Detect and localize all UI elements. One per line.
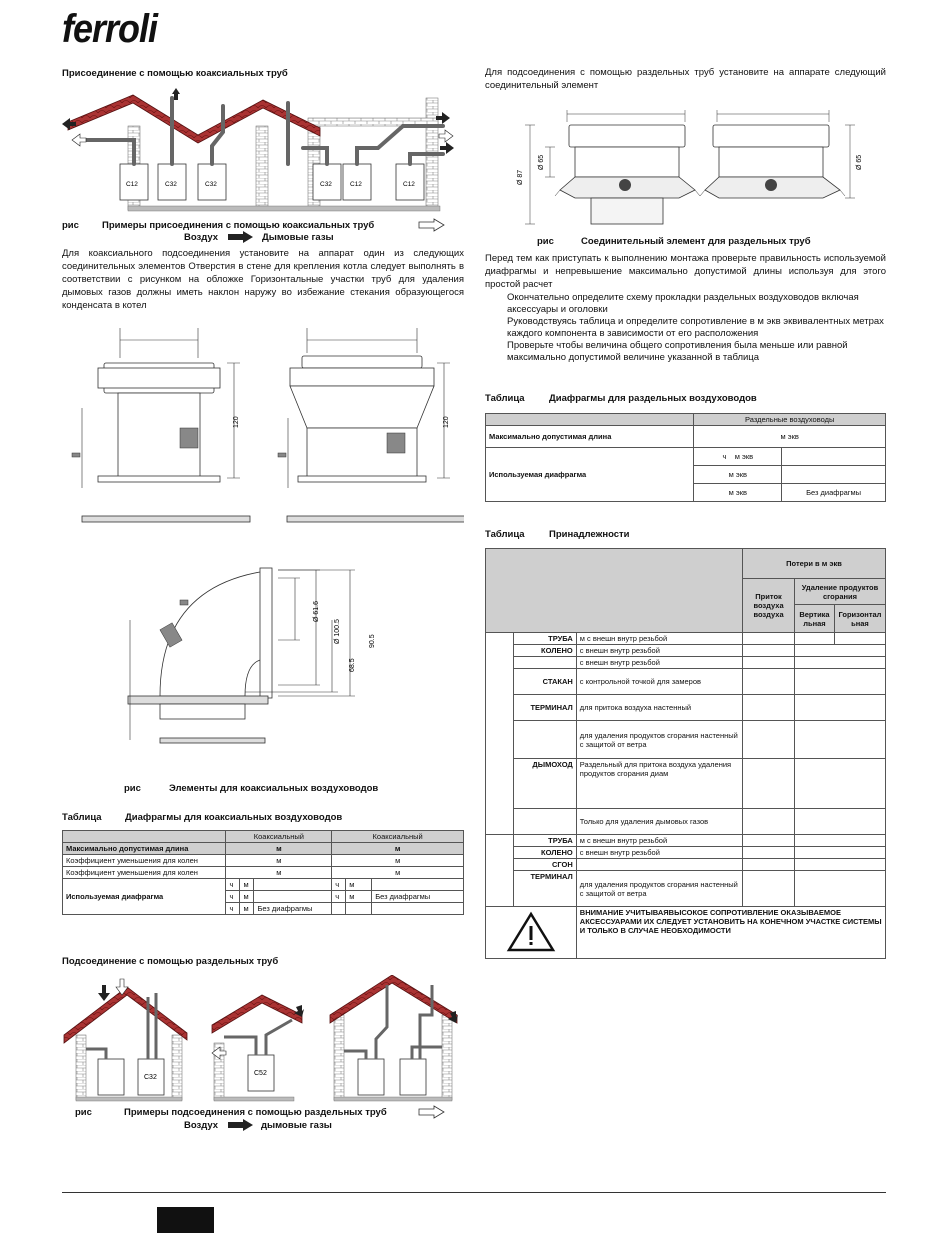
steps-list	[485, 292, 886, 364]
fig3-air-label: Воздух	[184, 1120, 219, 1131]
accessory-desc: Только для удаления дымовых газов	[576, 809, 742, 835]
table1-cell: ч	[226, 879, 240, 891]
page-number-box	[157, 1207, 214, 1233]
boiler-label: C32	[144, 1074, 157, 1081]
table1-row-label: Коэффициент уменьшения для колен	[63, 855, 226, 867]
table1-cell	[372, 879, 464, 891]
accessory-name: ТЕРМИНАЛ	[513, 871, 576, 907]
boiler-label: C32	[165, 181, 177, 188]
separate-intro: Для подсоединения с помощью раздельных труб установите на аппарате следующий соединительный элемент	[485, 67, 886, 91]
list-item: Руководствуясь таблица и определите сопротивление в м экв эквивалентных метрах каждого компонента в зависимости от его расположения	[507, 316, 884, 339]
accessory-name: ТРУБА	[513, 633, 576, 645]
accessory-name: КОЛЕНО	[513, 645, 576, 657]
table1-row-label: Коэффициент уменьшения для колен	[63, 867, 226, 879]
accessory-desc: с внешн внутр резьбой	[576, 657, 742, 669]
table2-cell: м экв	[694, 426, 886, 448]
table1-head: Коаксиальный	[226, 831, 332, 843]
separate-connection-figure	[62, 975, 464, 1107]
boiler-label: C12	[350, 181, 362, 188]
table1-cell	[332, 903, 346, 915]
table1-cell: м	[332, 867, 464, 879]
accessory-desc: для притока воздуха настенный	[576, 695, 742, 721]
fig1-air-label: Воздух	[184, 232, 219, 243]
table1-cell: м	[226, 843, 332, 855]
boiler-label: C12	[126, 181, 138, 188]
filled-arrow-icon	[227, 230, 255, 244]
dim-label: Ø 100.5	[334, 619, 341, 644]
fig3-ris: рис	[75, 1107, 92, 1118]
boiler-label: C32	[205, 181, 217, 188]
fig1-ris: рис	[62, 220, 79, 231]
accessory-name	[513, 809, 576, 835]
coaxial-diaphragm-table	[62, 830, 464, 915]
table1-cell: м	[240, 879, 254, 891]
table1-cell: м	[346, 879, 372, 891]
separate-adapter-drawing	[505, 110, 865, 230]
table2-cell: ч м экв	[694, 448, 782, 466]
accessory-name: ТРУБА	[513, 835, 576, 847]
table1-cell	[372, 903, 464, 915]
table1-cell: м	[332, 855, 464, 867]
dim-label: 90.5	[369, 634, 376, 648]
accessory-name	[513, 657, 576, 669]
brand-logo: ferroli	[62, 5, 158, 51]
table1-title: Диафрагмы для коаксиальных воздуховодов	[125, 812, 343, 823]
fig2-ris: рис	[124, 783, 141, 794]
accessory-desc: м с внешн внутр резьбой	[576, 835, 742, 847]
dim-label: 120	[233, 416, 240, 428]
table3-vert-head: Вертика льная	[794, 605, 834, 633]
accessory-name	[513, 721, 576, 759]
dim-label: 120	[443, 416, 450, 428]
table2-used-label: Используемая диафрагма	[486, 448, 694, 502]
accessory-desc: м с внешн внутр резьбой	[576, 633, 742, 645]
table1-cell: м	[332, 843, 464, 855]
table1-label: Таблица	[62, 812, 102, 823]
table1-cell: ч	[332, 891, 346, 903]
table3-air-head: Приток воздуха воздуха	[743, 579, 795, 633]
dim-label: 68.5	[349, 658, 356, 672]
accessory-desc: для удаления продуктов сгорания настенный с защитой от ветра	[576, 871, 742, 907]
boiler-label: C52	[254, 1070, 267, 1077]
table1-cell: м	[226, 855, 332, 867]
coax-paragraph: Для коаксиального подсоединения установите на аппарат один из следующих соединительных элементов Отверстия в стене для крепления котла следует выполнять в соответствии с рисунком на обложке Горизонтальные участки труб для удаления дымовых газов должны иметь наклон наружу во избежание стекания образующегося конденсата в котел	[62, 248, 464, 311]
accessory-desc: для удаления продуктов сгорания настенный с защитой от ветра	[576, 721, 742, 759]
coax-section-title: Присоединение с помощью коаксиальных труб	[62, 68, 288, 79]
table3-label: Таблица	[485, 529, 525, 540]
table2-cell: м экв	[694, 484, 782, 502]
table1-cell	[254, 891, 332, 903]
accessory-desc: Раздельный для притока воздуха удаления продуктов сгорания диам	[576, 759, 742, 809]
warning-text: ВНИМАНИЕ УЧИТЫВАЯВЫСОКОЕ СОПРОТИВЛЕНИЕ ОКАЗЫВАЕМОЕ АКСЕССУАРАМИ ИХ СЛЕДУЕТ УСТАНОВИТЬ НА КОНЕЧНОМ УЧАСТКЕ СИСТЕМЫ И ТОЛЬКО В СЛУЧАЕ НЕОБХОДИМОСТИ	[576, 907, 885, 959]
boiler-label: C32	[320, 181, 332, 188]
table1-head: Коаксиальный	[332, 831, 464, 843]
coaxial-elbow-drawing	[120, 560, 380, 750]
dim-label: Ø 61.6	[313, 600, 320, 622]
table1-cell: м	[226, 867, 332, 879]
accessory-name: КОЛЕНО	[513, 847, 576, 859]
list-item: Проверьте чтобы величина общего сопротивления была меньше или равной максимально допустимой величине указанной в таблица	[507, 340, 848, 363]
table2-row-label: Максимально допустимая длина	[486, 426, 694, 448]
fig-sep-caption: Соединительный элемент для раздельных труб	[581, 236, 811, 247]
fig2-caption: Элементы для коаксиальных воздуховодов	[169, 783, 379, 794]
accessory-desc	[576, 859, 742, 871]
table1-cell: ч	[226, 903, 240, 915]
table3-exhaust-head: Удаление продуктов сгорания	[794, 579, 885, 605]
dim-label: Ø 65	[856, 154, 863, 170]
accessory-desc: с контрольной точкой для замеров	[576, 669, 742, 695]
fig3-flue-label: дымовые газы	[261, 1120, 332, 1131]
table1-cell: м	[346, 891, 372, 903]
separate-paragraph: Перед тем как приступать к выполнению монтажа проверьте правильность используемой диафрагмы и непревышение максимально допустимой длины используя для этого простой расчет	[485, 253, 886, 290]
table1-cell: м	[240, 903, 254, 915]
warning-icon	[506, 911, 556, 953]
table1-cell	[346, 903, 372, 915]
fig-sep-ris: рис	[537, 236, 554, 247]
table2-cell: Без диафрагмы	[782, 484, 886, 502]
table2-cell: м экв	[694, 466, 782, 484]
outline-arrow-icon	[418, 1105, 446, 1119]
warning-cell	[486, 907, 577, 959]
list-item: Окончательно определите схему прокладки раздельных воздуховодов включая аксессуары и оголовки	[507, 292, 859, 315]
separate-section-title: Подсоединение с помощью раздельных труб	[62, 956, 279, 967]
table1-cell: ч	[332, 879, 346, 891]
fig1-caption: Примеры присоединения с помощью коаксиальных труб	[102, 220, 375, 231]
outline-arrow-icon	[418, 218, 446, 232]
fig1-flue-label: Дымовые газы	[262, 232, 334, 243]
boiler-label: C12	[403, 181, 415, 188]
footer-divider	[62, 1192, 886, 1193]
table1-cell: Без диафрагмы	[254, 903, 332, 915]
accessory-desc: с внешн внутр резьбой	[576, 847, 742, 859]
filled-arrow-icon	[227, 1118, 255, 1132]
separate-diaphragm-table	[485, 413, 886, 502]
coaxial-adapter-drawings	[62, 318, 464, 536]
coaxial-connection-figure	[58, 88, 470, 218]
accessory-desc: с внешн внутр резьбой	[576, 645, 742, 657]
dim-label: Ø 87	[517, 169, 524, 185]
fig3-caption: Примеры подсоединения с помощью раздельных труб	[124, 1107, 387, 1118]
accessory-name: СГОН	[513, 859, 576, 871]
accessories-table	[485, 548, 886, 959]
table2-label: Таблица	[485, 393, 525, 404]
table3-losses-head: Потери в м экв	[743, 549, 886, 579]
table1-cell	[254, 879, 332, 891]
accessory-name: ДЫМОХОД	[513, 759, 576, 809]
table1-cell: ч	[226, 891, 240, 903]
dim-label: Ø 65	[538, 154, 545, 170]
table1-cell: м	[240, 891, 254, 903]
table3-title: Принадлежности	[549, 529, 630, 540]
table2-title: Диафрагмы для раздельных воздуховодов	[549, 393, 757, 404]
table1-row-label: Максимально допустимая длина	[63, 843, 226, 855]
table1-cell: Без диафрагмы	[372, 891, 464, 903]
table3-horiz-head: Горизонтал ьная	[834, 605, 885, 633]
accessory-name: СТАКАН	[513, 669, 576, 695]
table2-head: Раздельные воздуховоды	[694, 414, 886, 426]
accessory-name: ТЕРМИНАЛ	[513, 695, 576, 721]
table1-used-label: Используемая диафрагма	[63, 879, 226, 915]
